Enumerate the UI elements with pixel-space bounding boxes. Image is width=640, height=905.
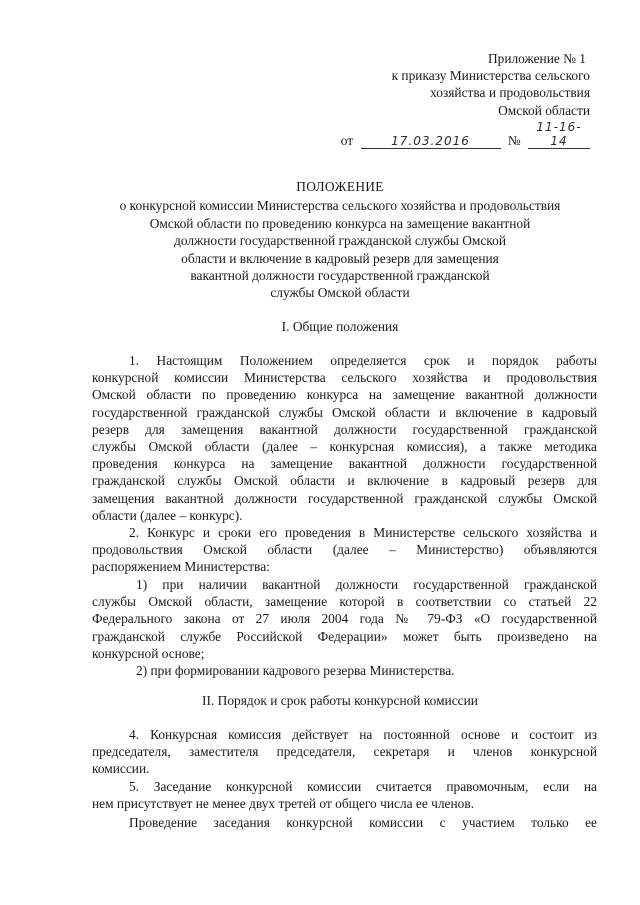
- paragraph-line: замещения вакантной должности государственной гражданской службы Омской: [92, 490, 597, 506]
- appendix-header: [330, 50, 590, 148]
- paragraph-line: 4. Конкурсная комиссия действует на постоянной основе и состоит из: [129, 727, 597, 742]
- title-line: Омской области по проведению конкурса на замещение вакантной: [149, 215, 531, 231]
- paragraph-line: Федерального закона от 27 июля 2004 года № 79-ФЗ «О государственной: [92, 611, 597, 627]
- document-title: ПОЛОЖЕНИЕ: [296, 179, 384, 194]
- appendix-title: Приложение № 1: [487, 51, 586, 66]
- section-1-item-1: [92, 576, 597, 662]
- section-1-item-2: [92, 662, 597, 679]
- paragraph-line: 1) при наличии вакантной должности государственной гражданской: [136, 577, 597, 592]
- paragraph-line: проведения конкурса на замещение вакантной должности государственной: [92, 456, 597, 472]
- appendix-ministry-line: хозяйства и продовольствия: [430, 85, 590, 101]
- section-2-paragraph-3: [92, 814, 597, 831]
- appendix-order-line: к приказу Министерства сельского: [391, 68, 590, 84]
- paragraph-line: резерв для замещения вакантной должности государственной гражданской: [92, 421, 597, 437]
- section-2-paragraph-2: [92, 778, 597, 812]
- handwritten-number: 11-16-14: [528, 120, 590, 149]
- section-2-heading: II. Порядок и срок работы конкурсной комиссии: [202, 693, 478, 708]
- paragraph-line: нем присутствует не менее двух третей от общего числа ее членов.: [92, 796, 475, 812]
- title-line: области и включение в кадровый резерв для замещения: [181, 250, 499, 266]
- paragraph-line: Проведение заседания конкурсной комиссии с участием только ее: [129, 815, 597, 830]
- section-1-heading: I. Общие положения: [281, 319, 399, 334]
- document-title-block: [60, 178, 620, 302]
- title-line: о конкурсной комиссии Министерства сельского хозяйства и продовольствия: [119, 198, 561, 214]
- paragraph-line: председателя, заместителя председателя, секретаря и членов конкурсной: [92, 744, 597, 760]
- paragraph-line: продовольствия Омской области (далее – Министерство) объявляются: [92, 542, 597, 558]
- paragraph-line: конкурсной комиссии Министерства сельского хозяйства и продовольствия: [92, 370, 597, 386]
- paragraph-line: 2. Конкурс и сроки его проведения в Министерстве сельского хозяйства и: [129, 525, 597, 540]
- title-line: вакантной должности государственной гражданской: [190, 267, 490, 283]
- paragraph-line: службы Омской области (далее – конкурсная комиссия), а также методика: [92, 438, 597, 454]
- title-line: службы Омской области: [270, 285, 410, 301]
- paragraph-line: комиссии.: [92, 761, 150, 777]
- paragraph-line: Омской области по проведению конкурса на замещение вакантной должности: [92, 387, 597, 403]
- number-label: №: [507, 132, 521, 148]
- paragraph-line: области (далее – конкурс).: [92, 507, 243, 523]
- paragraph-line: 1. Настоящим Положением определяется срок и порядок работы: [129, 353, 597, 368]
- paragraph-line: гражданской службы Омской области и включение в кадровый резерв для: [92, 473, 597, 489]
- section-1-paragraph-1: [92, 352, 597, 524]
- section-2-paragraph-1: [92, 726, 597, 778]
- paragraph-line: 5. Заседание конкурсной комиссии считается правомочным, если на: [129, 779, 597, 794]
- appendix-region-line: Омской области: [498, 102, 590, 118]
- paragraph-line: конкурсной основе;: [92, 645, 205, 661]
- section-1-paragraph-2: [92, 524, 597, 576]
- paragraph-line: службы Омской области, замещение которой в соответствии со статьей 22: [92, 594, 597, 610]
- paragraph-line: государственной гражданской службы Омской области и включение в кадровый: [92, 404, 597, 420]
- handwritten-date: 17.03.2016: [361, 134, 501, 149]
- date-label: от: [340, 132, 354, 148]
- paragraph-line: гражданской службе Российской Федерации» может быть произведено на: [92, 628, 597, 644]
- paragraph-line: распоряжением Министерства:: [92, 559, 270, 575]
- paragraph-line: 2) при формировании кадрового резерва Министерства.: [136, 663, 455, 678]
- title-line: должности государственной гражданской службы Омской: [174, 233, 506, 249]
- order-date-number-line: [330, 119, 590, 148]
